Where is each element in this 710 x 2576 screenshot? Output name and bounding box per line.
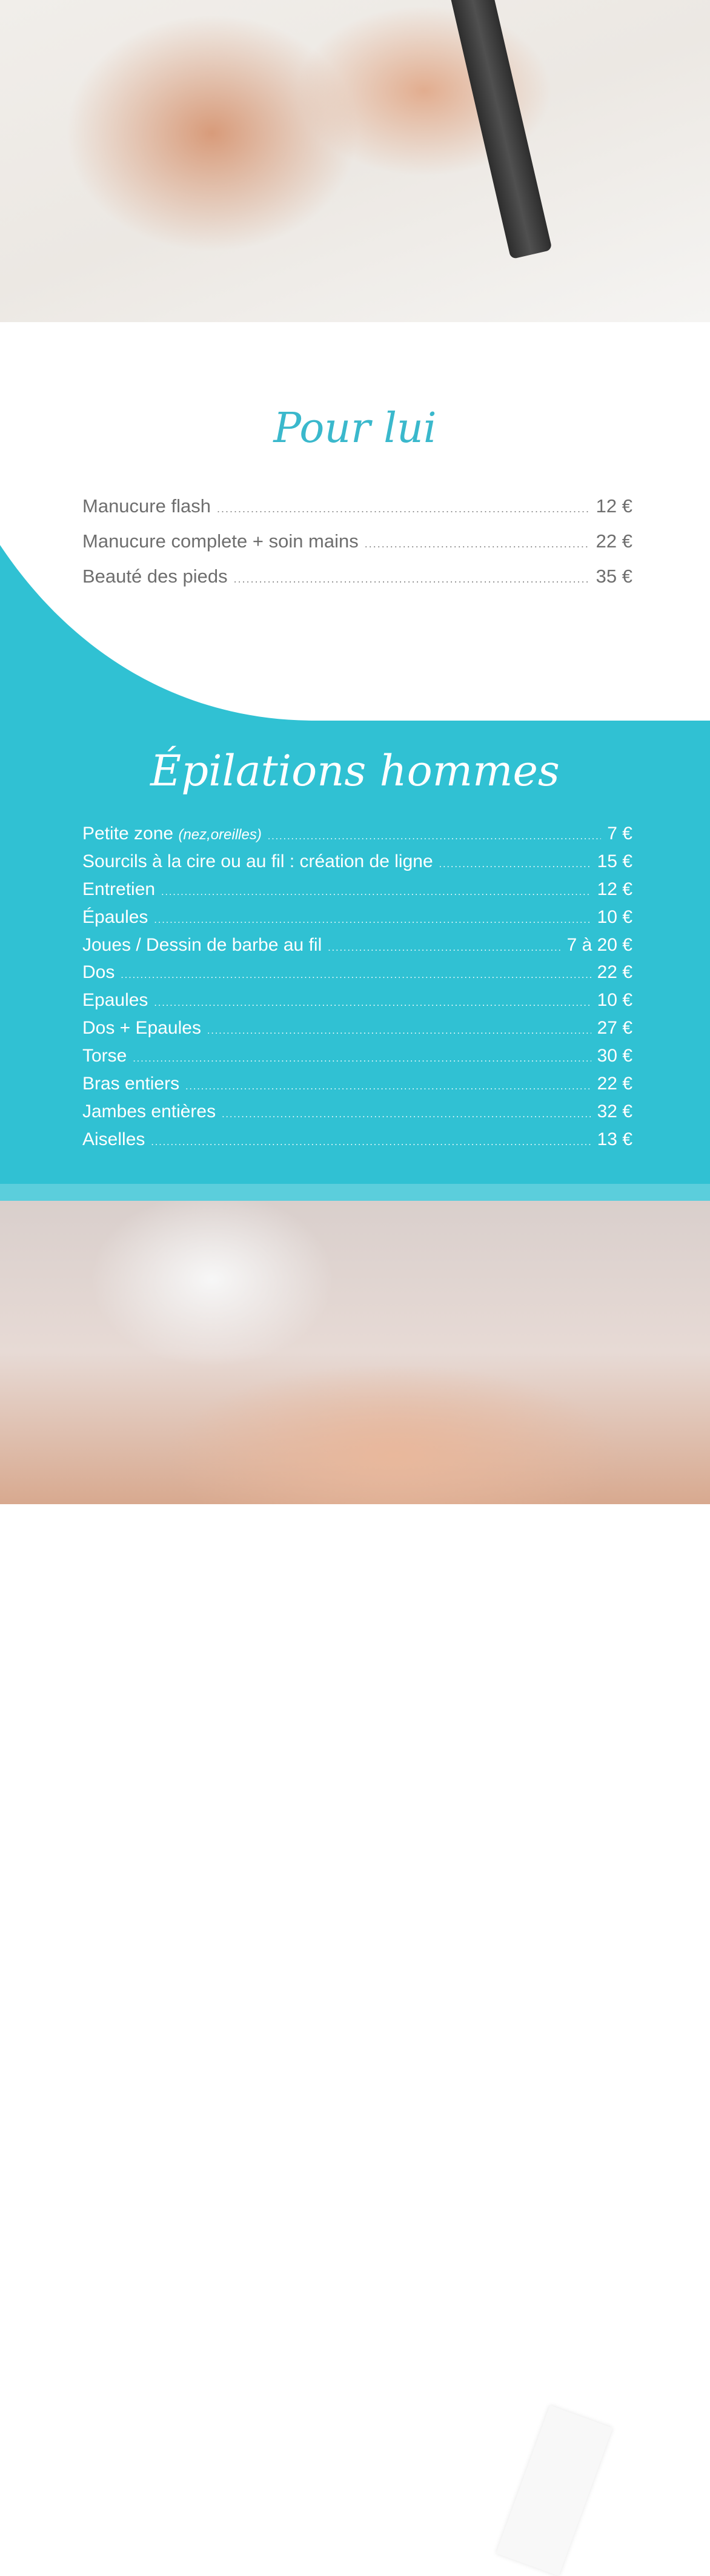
section-title-epilations: Épilations hommes [150, 746, 560, 796]
item-label [82, 1129, 145, 1150]
item-price: 12 € [596, 495, 632, 517]
manicure-photo [0, 0, 710, 322]
list-item [82, 935, 632, 963]
item-label [82, 1046, 127, 1066]
item-price: 32 € [597, 1101, 632, 1121]
item-label-text: Torse [82, 1046, 127, 1066]
item-label [82, 824, 262, 844]
item-label-text: Bras entiers [82, 1074, 180, 1094]
item-price: 22 € [597, 1074, 632, 1094]
item-label [82, 907, 148, 928]
leader-dots [207, 1026, 591, 1037]
list-item [82, 495, 632, 530]
item-label-text: Jambes entières [82, 1101, 216, 1121]
item-label-text: Petite zone [82, 824, 174, 844]
list-item [82, 1101, 632, 1129]
item-label [82, 879, 155, 900]
list-item [82, 566, 632, 601]
item-price: 22 € [597, 962, 632, 983]
list-item [82, 907, 632, 935]
leader-dots [439, 859, 591, 870]
item-label-text: Sourcils à la cire ou au fil : création de ligne [82, 851, 433, 871]
item-price: 13 € [597, 1129, 632, 1149]
leader-dots [121, 970, 591, 981]
leader-dots [268, 831, 601, 842]
item-label [82, 935, 322, 956]
item-label-text: Entretien [82, 879, 156, 899]
list-item [82, 962, 632, 990]
leader-dots [328, 943, 560, 954]
item-price: 27 € [597, 1018, 632, 1039]
leader-dots [217, 503, 590, 515]
divider-strip [0, 1184, 710, 1201]
list-item [82, 530, 632, 566]
item-price: 10 € [597, 907, 632, 927]
item-price: 7 € [607, 824, 632, 844]
pour-lui-list [82, 495, 632, 601]
section-title-pour-lui: Pour lui [273, 405, 437, 452]
list-item [82, 879, 632, 907]
item-label-text: Epaules [82, 990, 148, 1011]
item-label [82, 851, 433, 872]
item-label [82, 1018, 201, 1039]
item-price: 35 € [596, 566, 632, 587]
list-item [82, 1046, 632, 1074]
item-price: 30 € [597, 1046, 632, 1066]
item-label: Manucure flash [82, 495, 211, 517]
item-label-text: Épaules [82, 907, 148, 927]
leader-dots [185, 1082, 591, 1092]
item-label [82, 962, 114, 983]
nail-file [448, 0, 552, 259]
item-label [82, 990, 148, 1011]
item-label: Manucure complete + soin mains [82, 530, 359, 552]
leader-dots [154, 915, 591, 926]
item-price: 10 € [597, 990, 632, 1011]
list-item [82, 1018, 632, 1046]
item-label-text: Aiselles [82, 1129, 145, 1149]
wax-strip [496, 2405, 612, 2576]
list-item [82, 1129, 632, 1157]
list-item [82, 851, 632, 879]
leader-dots [133, 1054, 591, 1065]
item-price: 15 € [597, 851, 632, 871]
item-label-text: Dos + Epaules [82, 1018, 201, 1039]
item-note: (nez,oreilles) [178, 827, 262, 843]
item-price: 12 € [597, 879, 632, 899]
item-price: 7 à 20 € [566, 934, 632, 955]
item-label: Beauté des pieds [82, 566, 228, 587]
leader-dots [234, 573, 590, 586]
list-item [82, 824, 632, 851]
item-label [82, 1074, 179, 1094]
item-label [82, 1101, 216, 1122]
list-item [82, 1074, 632, 1101]
leader-dots [365, 538, 590, 550]
leader-dots [154, 998, 591, 1009]
leader-dots [161, 887, 591, 898]
epilations-list [82, 824, 632, 1157]
list-item [82, 990, 632, 1018]
item-label-text: Joues / Dessin de barbe au fil [82, 934, 322, 955]
waxing-photo [0, 1201, 710, 1504]
leader-dots [151, 1137, 591, 1148]
leader-dots [222, 1109, 591, 1120]
item-price: 22 € [596, 530, 632, 552]
item-label-text: Dos [82, 962, 115, 983]
